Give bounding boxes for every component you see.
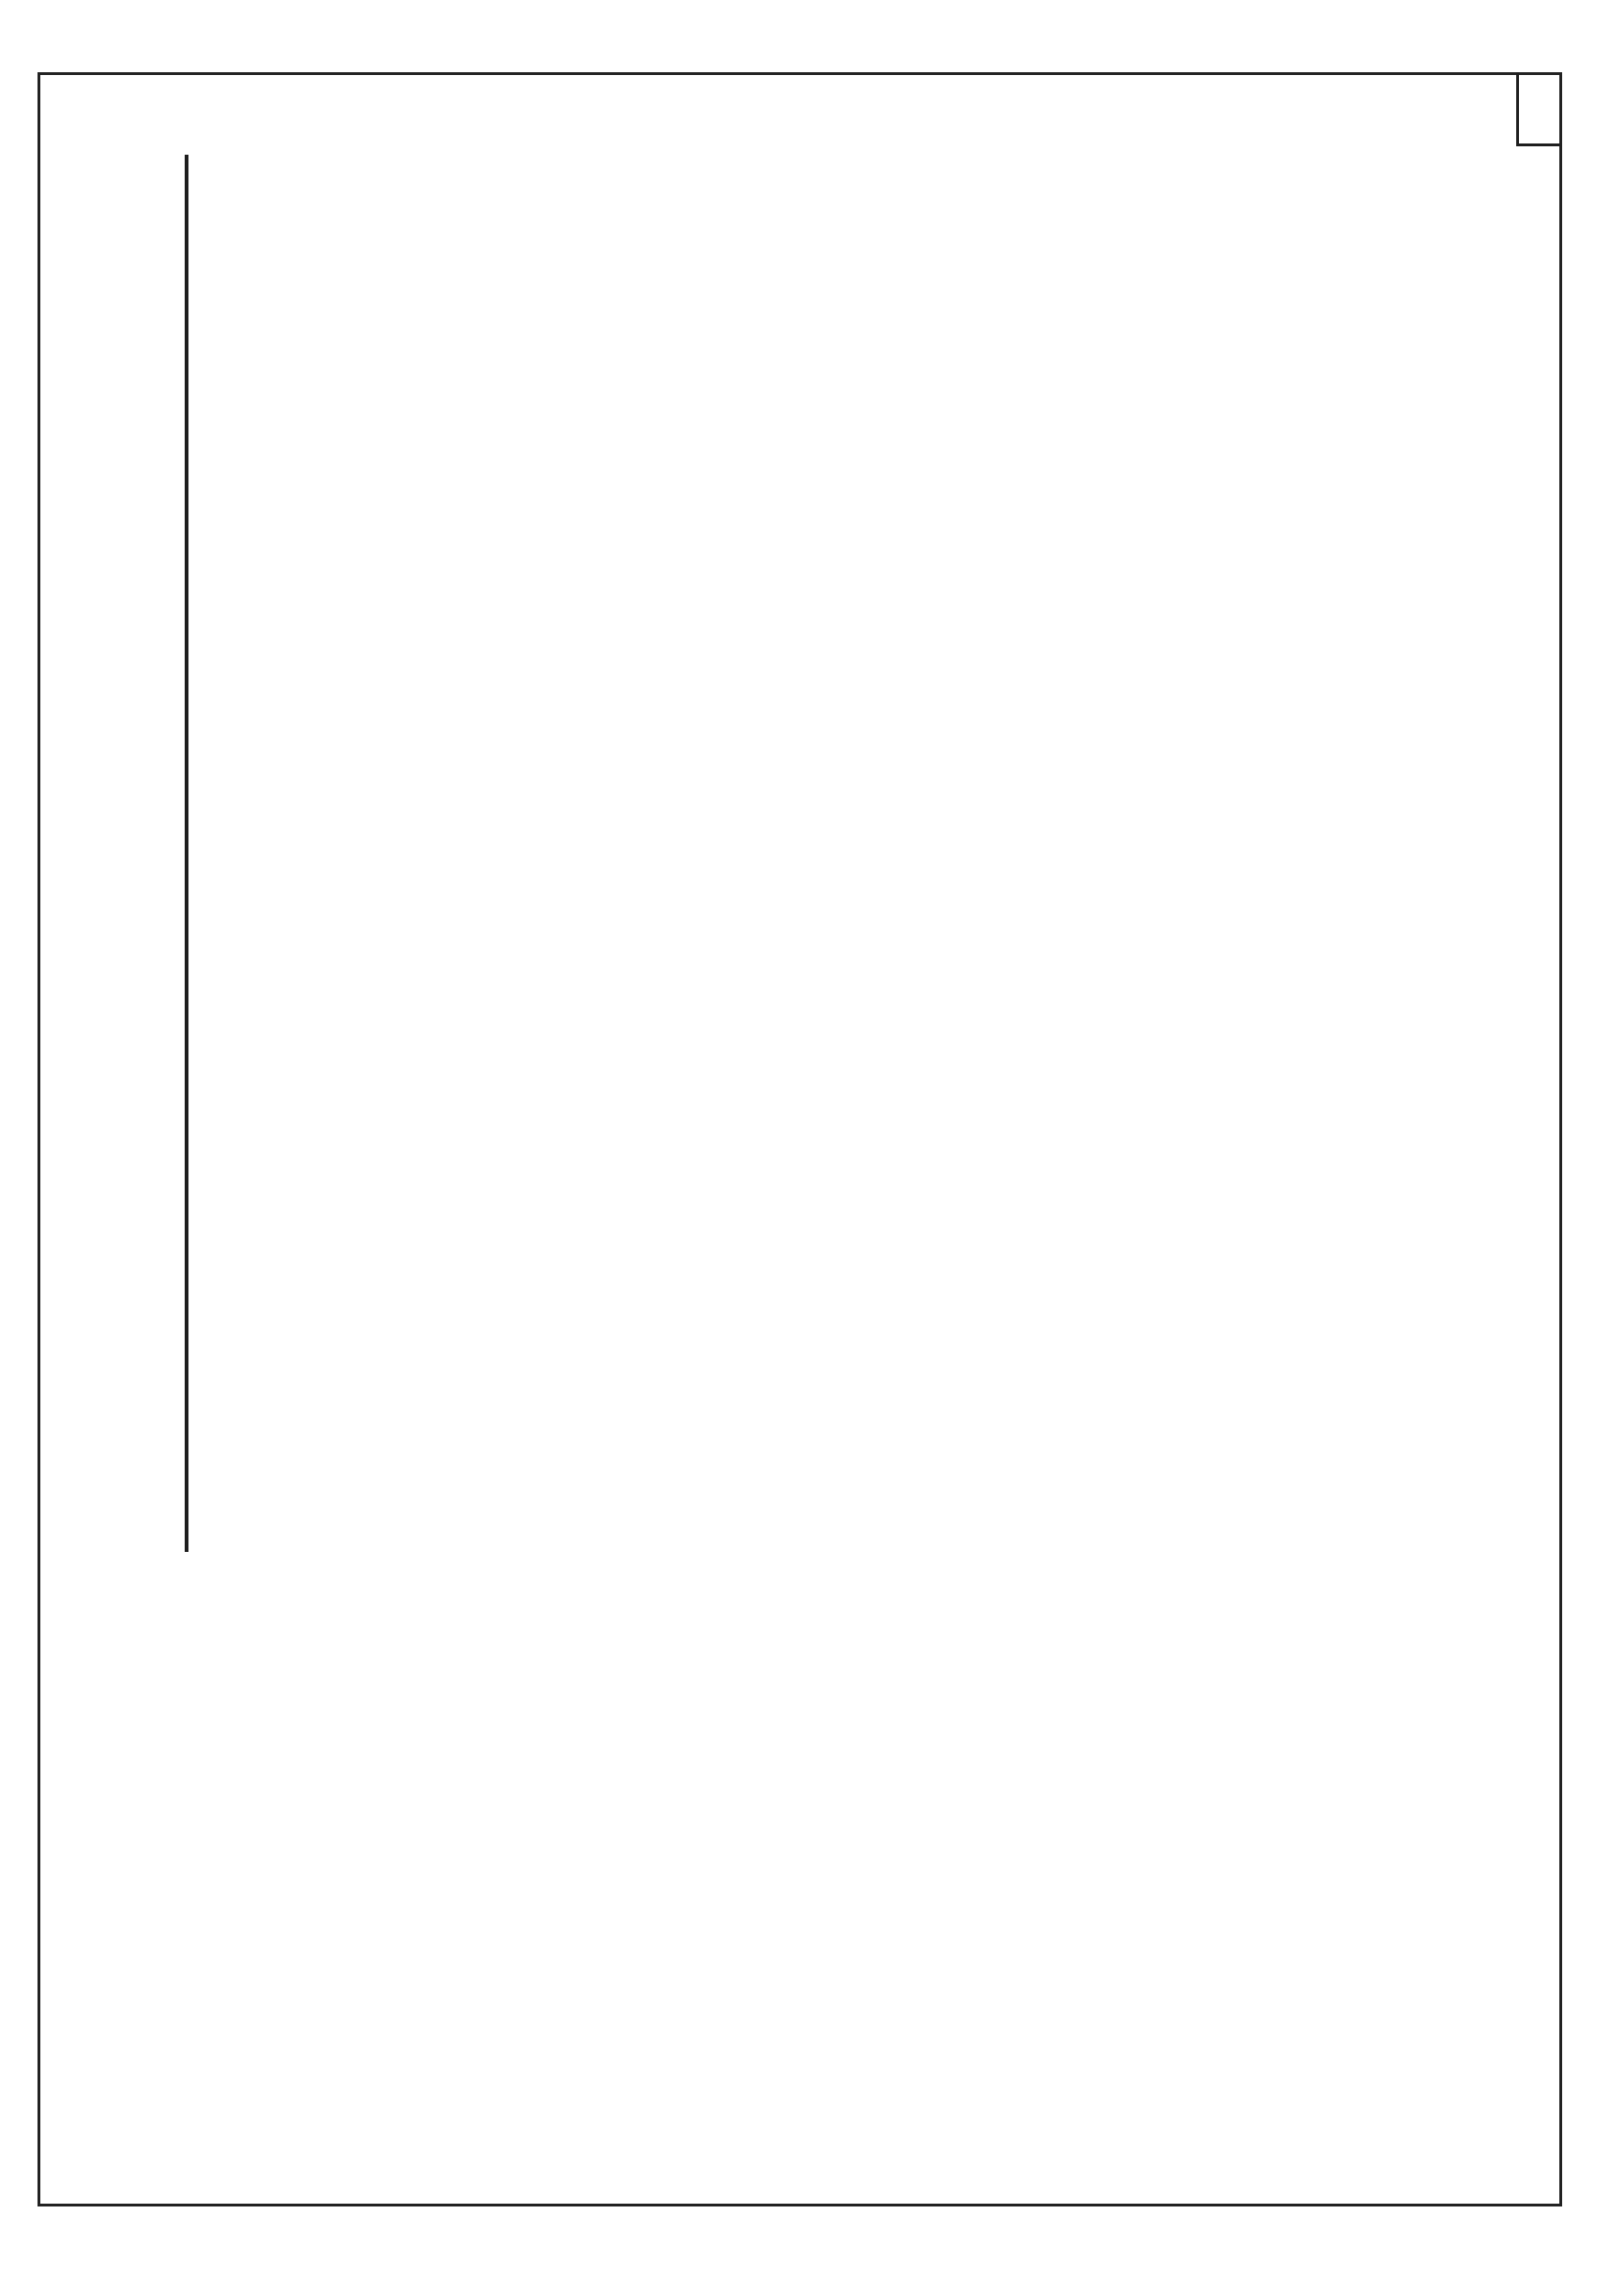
left-border-line bbox=[185, 155, 188, 1552]
outer-frame bbox=[38, 72, 1562, 2206]
page-number-box-left bbox=[1516, 72, 1519, 145]
page-number-box-bottom bbox=[1516, 143, 1559, 146]
